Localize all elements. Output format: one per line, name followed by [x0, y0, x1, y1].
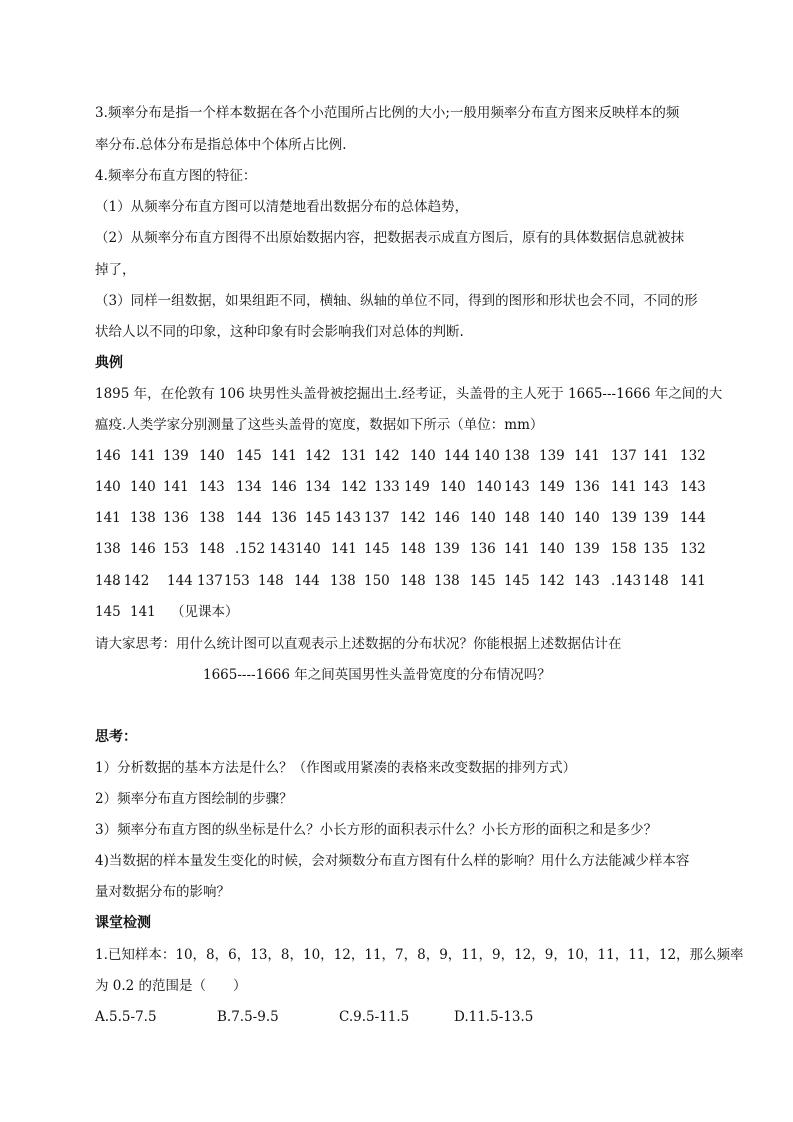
- data-value: 141: [504, 541, 530, 557]
- data-value: 139: [643, 510, 669, 526]
- data-value: 136: [271, 510, 297, 526]
- data-value: 158: [611, 541, 637, 557]
- data-value: 141: [163, 479, 189, 495]
- data-value: 148: [199, 541, 225, 557]
- data-value: 139: [539, 448, 565, 464]
- feature-3-line2: 状给人以不同的印象，这种印象有时会影响我们对总体的判断.: [95, 324, 464, 340]
- data-value: 144 137: [167, 573, 223, 589]
- data-value: 138: [504, 448, 530, 464]
- data-value: 141: [643, 448, 669, 464]
- data-value: 141: [95, 510, 121, 526]
- data-value: 148: [258, 573, 284, 589]
- data-value: 143: [680, 479, 706, 495]
- question-line2: 1665----1666 年之间英国男性头盖骨宽度的分布情况吗？: [203, 667, 551, 683]
- data-value: 140: [440, 479, 466, 495]
- data-value: . 142: [115, 573, 150, 589]
- data-value: 141: [611, 479, 637, 495]
- data-row-2: [95, 477, 715, 497]
- data-value: 144: [236, 510, 262, 526]
- data-value: （见课本）: [171, 604, 239, 620]
- data-value: 140: [410, 448, 436, 464]
- data-value: 143: [504, 479, 530, 495]
- data-value: 148: [400, 573, 426, 589]
- data-value: 139: [574, 541, 600, 557]
- example-intro-line1: 1895 年，在伦敦有 106 块男性头盖骨被挖掘出土.经考证，头盖骨的主人死于 1665---1666 年之间的大: [95, 386, 723, 402]
- data-value: 150: [364, 573, 390, 589]
- item3-line2: 率分布.总体分布是指总体中个体所占比例.: [95, 137, 347, 153]
- data-value: 132: [680, 448, 706, 464]
- data-value: 153: [163, 541, 189, 557]
- thinking-heading: 思考：: [95, 729, 137, 745]
- data-value: 140: [95, 479, 121, 495]
- data-value: 136: [574, 479, 600, 495]
- data-value: 142: [305, 448, 331, 464]
- feature-2-line1: （2）从频率分布直方图得不出原始数据内容，把数据表示成直方图后，原有的具体数据信息就被抹: [95, 230, 685, 246]
- data-value: 136: [163, 510, 189, 526]
- item3-line1: 3.频率分布是指一个样本数据在各个小范围所占比例的大小;一般用频率分布直方图来反映样本的频: [95, 105, 680, 121]
- data-value: 140: [470, 510, 496, 526]
- data-value: 145: [470, 573, 496, 589]
- data-value: 140: [199, 448, 225, 464]
- data-value: 149: [539, 479, 565, 495]
- data-value: 142: [374, 448, 400, 464]
- thinking-q4-line2: 量对数据分布的影响？: [95, 884, 230, 900]
- data-value: 143: [643, 479, 669, 495]
- feature-1: （1）从频率分布直方图可以清楚地看出数据分布的总体趋势，: [95, 199, 469, 215]
- data-value: 148: [400, 541, 426, 557]
- data-value: 137: [611, 448, 637, 464]
- data-value: 145 143: [305, 510, 361, 526]
- data-value: 140: [476, 479, 502, 495]
- data-value: 138: [434, 573, 460, 589]
- data-value: 145: [95, 604, 121, 620]
- data-value: 141: [331, 541, 357, 557]
- thinking-q3: 3）频率分布直方图的纵坐标是什么？小长方形的面积表示什么？小长方形的面积之和是多少？: [95, 822, 658, 838]
- data-value: 153: [224, 573, 250, 589]
- data-value: 138: [130, 510, 156, 526]
- quiz-q1-line2: 为 0.2 的范围是（ ）: [95, 978, 247, 994]
- data-value: 134: [305, 479, 331, 495]
- feature-2-line2: 掉了，: [95, 262, 136, 278]
- data-value: 140: [295, 541, 321, 557]
- data-value: 148: [95, 573, 121, 589]
- data-value: 145: [504, 573, 530, 589]
- data-value: 140: [539, 541, 565, 557]
- data-value: 146: [95, 448, 121, 464]
- data-value: 141: [130, 448, 156, 464]
- data-row-4: [95, 539, 715, 559]
- data-value: 132: [680, 541, 706, 557]
- data-value: 134: [236, 479, 262, 495]
- data-value: 139: [434, 541, 460, 557]
- data-row-6: [95, 602, 715, 622]
- data-value: 138: [330, 573, 356, 589]
- quiz-option-a: A.5.5-7.5: [95, 1009, 157, 1025]
- data-value: 136: [470, 541, 496, 557]
- data-value: 140: [130, 479, 156, 495]
- question-line1: 请大家思考：用什么统计图可以直观表示上述数据的分布状况？你能根据上述数据估计在: [95, 636, 622, 652]
- data-value: 139: [611, 510, 637, 526]
- data-value: 137: [364, 510, 390, 526]
- data-value: 144 140: [444, 448, 500, 464]
- example-heading: 典例: [95, 355, 123, 371]
- data-value: 143: [574, 573, 600, 589]
- data-value: 144: [680, 510, 706, 526]
- data-value: 142: [341, 479, 367, 495]
- data-value: 146: [130, 541, 156, 557]
- data-value: 142: [539, 573, 565, 589]
- example-intro-line2: 瘟疫.人类学家分别测量了这些头盖骨的宽度，数据如下所示（单位：mm）: [95, 417, 544, 433]
- item4-title: 4.频率分布直方图的特征：: [95, 168, 257, 184]
- data-value: 135: [643, 541, 669, 557]
- quiz-q1-line1: 1.已知样本：10，8，6，13，8，10，12，11，7，8，9，11，9，12，9，10，11，11，12，那么频率: [95, 947, 744, 963]
- data-value: 141: [130, 604, 156, 620]
- data-value: 145: [364, 541, 390, 557]
- data-value: 140: [539, 510, 565, 526]
- data-value: 138: [199, 510, 225, 526]
- data-value: 141: [680, 573, 706, 589]
- feature-3-line1: （3）同样一组数据，如果组距不同，横轴、纵轴的单位不同，得到的图形和形状也会不同，不同的形: [95, 293, 698, 309]
- data-row-3: [95, 508, 715, 528]
- data-value: 145: [236, 448, 262, 464]
- data-value: 140: [574, 510, 600, 526]
- data-value: 141: [271, 448, 297, 464]
- data-value: 148: [504, 510, 530, 526]
- quiz-option-c: C.9.5-11.5: [339, 1009, 410, 1025]
- data-value: .143: [611, 573, 642, 589]
- quiz-option-b: B.7.5-9.5: [217, 1009, 279, 1025]
- data-row-1: [95, 446, 715, 466]
- data-value: .152 143: [235, 541, 296, 557]
- data-value: 142: [400, 510, 426, 526]
- data-row-5: [95, 571, 715, 591]
- data-value: 148: [643, 573, 669, 589]
- quiz-option-d: D.11.5-13.5: [454, 1009, 534, 1025]
- data-value: 133 149: [374, 479, 430, 495]
- thinking-q1: 1）分析数据的基本方法是什么？（作图或用紧凑的表格来改变数据的排列方式）: [95, 760, 577, 776]
- thinking-q2: 2）频率分布直方图绘制的步骤？: [95, 791, 293, 807]
- data-value: 141: [574, 448, 600, 464]
- data-value: 138: [95, 541, 121, 557]
- data-value: 139: [163, 448, 189, 464]
- data-value: 146: [434, 510, 460, 526]
- data-value: 131: [341, 448, 367, 464]
- data-value: 144: [294, 573, 320, 589]
- data-value: 146: [271, 479, 297, 495]
- thinking-q4-line1: 4)当数据的样本量发生变化的时候，会对频数分布直方图有什么样的影响？用什么方法能减少样本容: [95, 853, 690, 869]
- data-value: 143: [199, 479, 225, 495]
- quiz-heading: 课堂检测: [95, 915, 151, 931]
